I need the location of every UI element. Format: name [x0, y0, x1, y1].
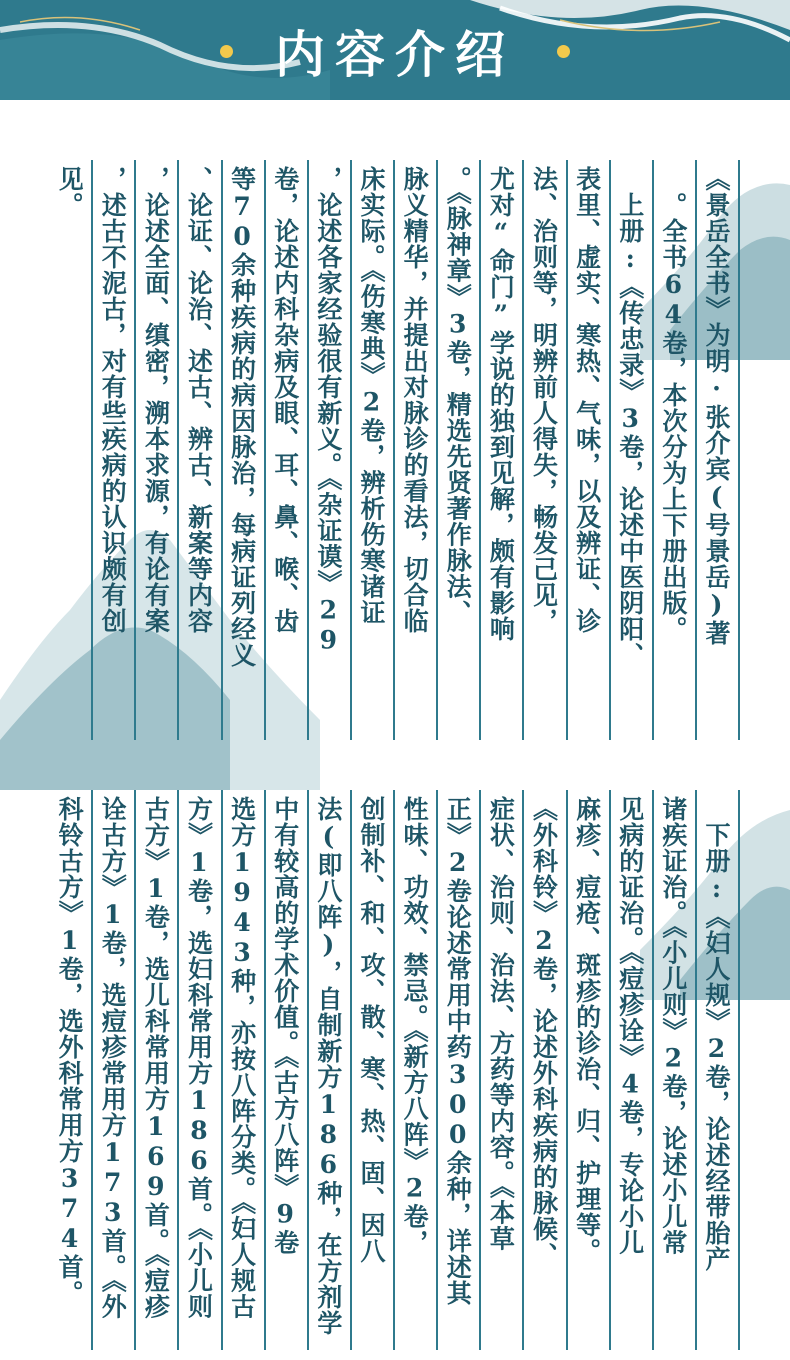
text-column: 法、治则等，明辨前人得失，畅发己见， [524, 160, 567, 740]
text-column: 诸疾证治。《小儿则》2卷，论述小儿常 [654, 790, 697, 1350]
text-column: 创制补、和、攻、散、寒、热、固、因八 [352, 790, 395, 1350]
right-dot-icon [557, 45, 570, 58]
page-title: 内容介绍 [275, 26, 515, 84]
text-column: 床实际。《伤寒典》2卷，辨析伤寒诸证 [352, 160, 395, 740]
text-column: 法(即八阵)，自制新方186种，在方剂学 [309, 790, 352, 1350]
text-column: 等70余种疾病的病因脉治，每病证列经义 [223, 160, 266, 740]
text-column: 下册:《妇人规》2卷，论述经带胎产 [697, 790, 740, 1350]
text-column: 见病的证治。《痘疹诠》4卷，专论小儿 [611, 790, 654, 1350]
text-column: ，论述全面、缜密，溯本求源，有论有案 [136, 160, 179, 740]
text-column: 选方1943种，亦按八阵分类。《妇人规古 [223, 790, 266, 1350]
text-column: 表里、虚实、寒热、气味，以及辨证、诊 [568, 160, 611, 740]
left-dot-icon [220, 45, 233, 58]
text-column: 麻疹、痘疮、斑疹的诊治、归、护理等。 [568, 790, 611, 1350]
text-column: 。全书64卷，本次分为上下册出版。 [654, 160, 697, 740]
text-column: 科铃古方》1卷，选外科常用方374首。 [50, 790, 93, 1350]
text-column: 正》2卷论述常用中药300余种，详述其 [438, 790, 481, 1350]
text-column: 古方》1卷，选儿科常用方169首。《痘疹 [136, 790, 179, 1350]
text-column: 卷，论述内科杂病及眼、耳、鼻、喉、齿 [266, 160, 309, 740]
header-band [0, 0, 790, 100]
text-column: 上册:《传忠录》3卷，论述中医阴阳、 [611, 160, 654, 740]
text-panel-upper [50, 160, 740, 740]
text-column: 《外科铃》2卷，论述外科疾病的脉候、 [524, 790, 567, 1350]
text-column: 。《脉神章》3卷，精选先贤著作脉法、 [438, 160, 481, 740]
text-column: 性味、功效、禁忌。《新方八阵》2卷， [395, 790, 438, 1350]
text-column: 尤对“命门”学说的独到见解，颇有影响 [481, 160, 524, 740]
text-column: 脉义精华，并提出对脉诊的看法，切合临 [395, 160, 438, 740]
text-column: ，述古不泥古，对有些疾病的认识颇有创 [93, 160, 136, 740]
title-row [0, 16, 790, 86]
text-column: ，论述各家经验很有新义。《杂证谟》29 [309, 160, 352, 740]
text-column: 见。 [50, 160, 93, 740]
text-column: 中有较高的学术价值。《古方八阵》9卷 [266, 790, 309, 1350]
text-column: 、论证、论治、述古、辨古、新案等内容 [179, 160, 222, 740]
text-column: 方》1卷，选妇科常用方186首。《小儿则 [179, 790, 222, 1350]
text-column: 《景岳全书》为明·张介宾(号景岳)著 [697, 160, 740, 740]
text-panel-lower [50, 790, 740, 1350]
text-column: 诠古方》1卷，选痘疹常用方173首。《外 [93, 790, 136, 1350]
text-column: 症状、治则、治法、方药等内容。《本草 [481, 790, 524, 1350]
